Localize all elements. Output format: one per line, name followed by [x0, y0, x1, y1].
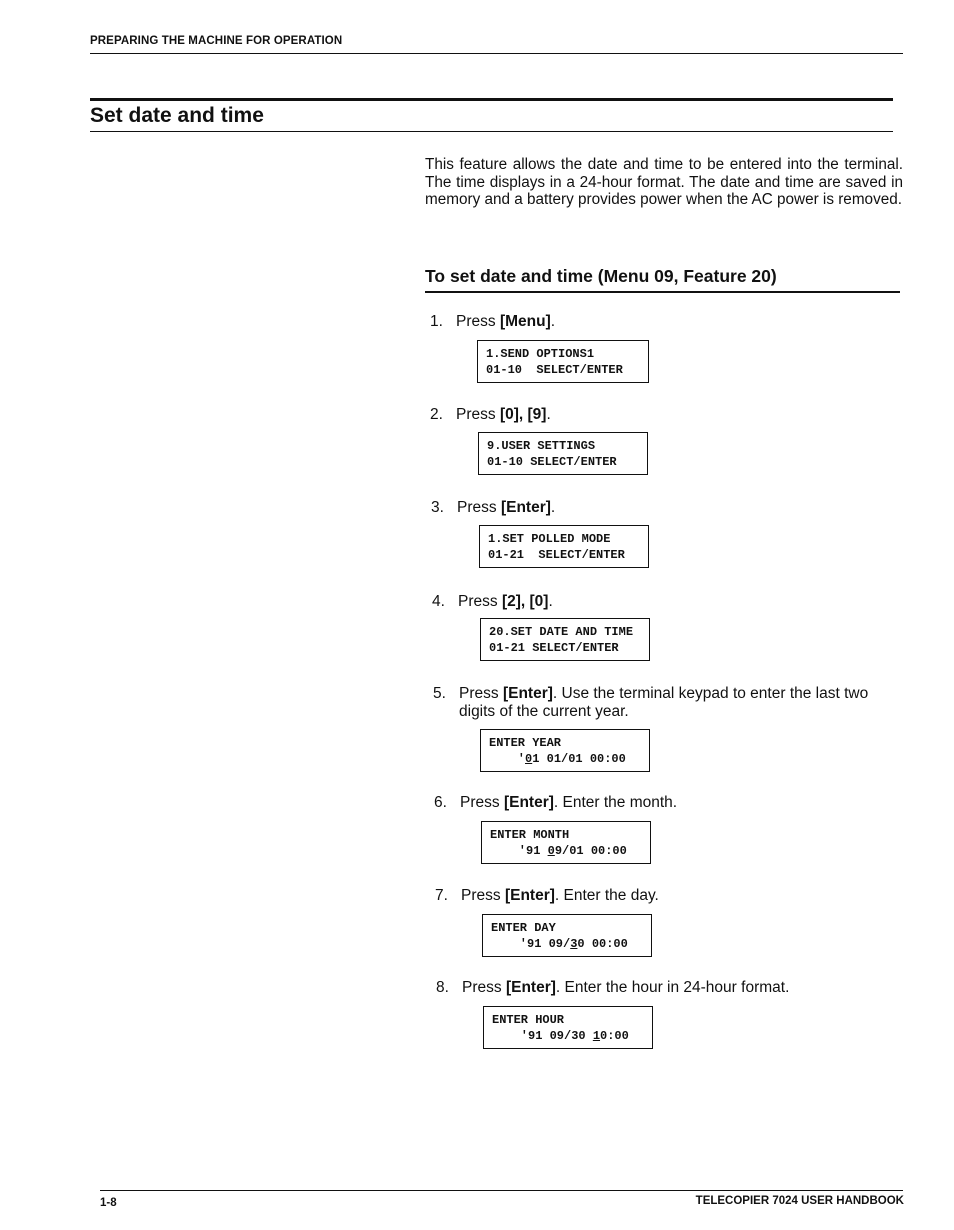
step-action: Press [461, 887, 505, 904]
step-instruction: . [548, 593, 553, 610]
lcd-line: 01-10 SELECT/ENTER [487, 455, 617, 469]
lcd-display [483, 1006, 653, 1049]
footer-rule [100, 1190, 903, 1191]
step-action: Press [459, 685, 503, 702]
lcd-display [478, 432, 648, 475]
lcd-cursor: 1 [592, 1029, 601, 1043]
step-instruction: . Use the terminal keypad to enter the last two digits of the current year. [459, 685, 869, 720]
lcd-line: 20.SET DATE AND TIME [489, 625, 634, 639]
section-top-rule [90, 98, 893, 101]
lcd-line: ENTER MONTH [490, 828, 570, 842]
lcd-cursor: 3 [570, 937, 578, 951]
step-instruction: . [550, 313, 556, 330]
procedure-step [431, 499, 903, 517]
step-number: 6. [434, 794, 447, 811]
lcd-display [480, 618, 650, 661]
lcd-display [479, 525, 649, 568]
procedure-step [436, 979, 903, 997]
step-number: 7. [435, 887, 448, 904]
lcd-line: 01-21 SELECT/ENTER [489, 641, 619, 655]
lcd-cursor: 0 [547, 844, 555, 858]
step-action: Press [457, 499, 501, 516]
running-header: PREPARING THE MACHINE FOR OPERATION [90, 35, 343, 47]
procedure-title: To set date and time (Menu 09, Feature 20) [425, 266, 777, 286]
step-action: Press [456, 406, 500, 423]
lcd-cursor: 0 [525, 752, 533, 766]
lcd-display [481, 821, 651, 864]
header-rule [90, 53, 903, 54]
step-key: [Enter] [504, 887, 555, 904]
procedure-step [432, 593, 903, 611]
lcd-line: ENTER HOUR [492, 1013, 565, 1027]
step-key: [Enter] [505, 979, 556, 996]
step-action: Press [458, 593, 502, 610]
procedure-step [433, 685, 903, 720]
step-number: 2. [430, 406, 443, 423]
procedure-step [434, 794, 903, 812]
step-action: Press [456, 313, 500, 330]
step-number: 4. [432, 593, 445, 610]
section-bottom-rule [90, 131, 893, 132]
lcd-line: 9.USER SETTINGS [487, 439, 596, 453]
lcd-line: 01-10 SELECT/ENTER [486, 363, 623, 377]
lcd-display [480, 729, 650, 772]
step-action: Press [460, 794, 504, 811]
procedure-rule [425, 291, 900, 293]
lcd-line: 1.SEND OPTIONS1 [486, 347, 595, 361]
section-title: Set date and time [90, 104, 264, 127]
step-number: 3. [431, 499, 444, 516]
step-key: [Enter] [500, 499, 551, 516]
lcd-line: ENTER DAY [491, 921, 556, 935]
lcd-line: '91 09/30 00:00 [491, 937, 628, 951]
lcd-line: 1.SET POLLED MODE [488, 532, 611, 546]
lcd-line: '01 01/01 00:00 [489, 752, 626, 766]
step-number: 5. [433, 685, 446, 702]
procedure-step [430, 406, 903, 424]
footer-title: TELECOPIER 7024 USER HANDBOOK [695, 1195, 904, 1207]
step-instruction: . Enter the day. [554, 887, 659, 904]
step-key: [2], [0] [501, 593, 549, 610]
step-action: Press [462, 979, 506, 996]
step-number: 1. [430, 313, 443, 330]
step-key: [Enter] [502, 685, 553, 702]
step-instruction: . Enter the month. [553, 794, 678, 811]
intro-paragraph: This feature allows the date and time to be entered into the terminal. The time displays in a 24-hour format. The date and time are saved in memory and a battery provides power when the AC power is removed. [425, 156, 903, 208]
lcd-display [477, 340, 649, 383]
lcd-line: '91 09/01 00:00 [490, 844, 627, 858]
step-instruction: . [546, 406, 551, 423]
step-instruction: . [550, 499, 556, 516]
step-key: [0], [9] [499, 406, 547, 423]
step-number: 8. [436, 979, 449, 996]
step-key: [Menu] [499, 313, 551, 330]
procedure-step [435, 887, 903, 905]
lcd-display [482, 914, 652, 957]
step-key: [Enter] [503, 794, 554, 811]
page-number: 1-8 [100, 1197, 117, 1209]
procedure-step [430, 313, 903, 331]
lcd-line: '91 09/30 10:00 [492, 1029, 629, 1043]
lcd-line: ENTER YEAR [489, 736, 562, 750]
step-instruction: . Enter the hour in 24-hour format. [555, 979, 790, 996]
lcd-line: 01-21 SELECT/ENTER [488, 548, 625, 562]
